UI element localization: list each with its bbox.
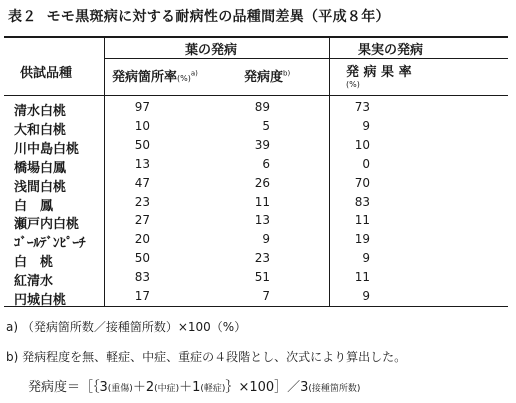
footnote-a: a) （発病箇所数／接種箇所数）×100（%）	[6, 320, 247, 334]
variety-name: 橋場白鳳	[14, 161, 67, 176]
severity-formula	[28, 376, 360, 395]
variety-name: 白 桃	[14, 255, 54, 270]
formula-part-4: ｝×100］／3	[225, 380, 309, 395]
variety-name: ｺﾞｰﾙﾃﾞﾝﾋﾟｰﾁ	[14, 236, 86, 251]
variety-name: 瀬戸内白桃	[14, 217, 80, 232]
leaf-severity-value: 6	[262, 157, 270, 171]
leaf-severity-value: 5	[262, 119, 270, 133]
header-bottom-rule	[4, 95, 508, 96]
header-fruit-rate: 発 病 果 率	[346, 65, 412, 80]
fruit-rate-value: 9	[362, 251, 370, 265]
table-bottom-rule	[4, 306, 508, 307]
leaf-incidence-value: 20	[134, 232, 150, 246]
variety-name: 清水白桃	[14, 104, 67, 119]
fruit-rate-value: 10	[354, 138, 370, 152]
fruit-rate-value: 11	[354, 270, 370, 284]
leaf-severity-value: 23	[254, 251, 270, 265]
formula-label-light: (軽症)	[200, 384, 226, 394]
formula-label-count: (接種箇所数)	[308, 384, 361, 394]
leaf-severity-value: 26	[254, 176, 270, 190]
column-divider-fruit	[329, 36, 330, 307]
fruit-rate-value: 73	[354, 100, 370, 114]
leaf-severity-value: 89	[254, 100, 270, 114]
leaf-severity-value: 11	[254, 195, 270, 209]
header-leaf-group: 葉の発病	[185, 43, 238, 58]
variety-name: 川中島白桃	[14, 142, 80, 157]
fruit-group-underline	[329, 58, 508, 59]
footnote-marker-a: a)	[190, 69, 198, 78]
leaf-severity-value: 51	[254, 270, 270, 284]
formula-part-3: ＋1	[179, 380, 201, 395]
leaf-incidence-value: 50	[134, 251, 150, 265]
table-top-rule	[4, 36, 508, 38]
variety-name: 大和白桃	[14, 123, 67, 138]
variety-name: 円城白桃	[14, 293, 67, 308]
header-leaf-incidence-unit: (%)	[177, 74, 191, 83]
fruit-rate-value: 9	[362, 289, 370, 303]
leaf-incidence-value: 13	[134, 157, 150, 171]
variety-name: 紅清水	[14, 274, 54, 289]
footnote-marker-b: b)	[283, 69, 291, 78]
table-number: 表２	[8, 9, 37, 25]
table-title	[8, 6, 390, 26]
formula-part-2: ＋2	[132, 380, 155, 395]
leaf-incidence-value: 47	[134, 176, 150, 190]
leaf-severity-value: 7	[262, 289, 270, 303]
leaf-incidence-value: 97	[134, 100, 150, 114]
header-variety: 供試品種	[20, 66, 73, 81]
header-leaf-incidence	[112, 66, 198, 85]
header-fruit-group: 果実の発病	[358, 43, 424, 58]
header-leaf-severity	[244, 66, 290, 85]
leaf-severity-value: 9	[262, 232, 270, 246]
leaf-incidence-value: 83	[134, 270, 150, 284]
header-leaf-severity-label: 発病度	[244, 70, 284, 85]
footnote-b: b) 発病程度を無、軽症、中症、重症の４段階とし、次式により算出した。	[6, 350, 407, 364]
variety-name: 白 鳳	[14, 199, 54, 214]
formula-part-1: 発病度＝［｛3	[28, 380, 108, 395]
leaf-incidence-value: 10	[134, 119, 150, 133]
fruit-rate-value: 0	[362, 157, 370, 171]
fruit-rate-value: 9	[362, 119, 370, 133]
leaf-incidence-value: 27	[134, 213, 150, 227]
fruit-rate-value: 19	[354, 232, 370, 246]
header-leaf-incidence-label: 発病箇所率	[112, 70, 178, 85]
leaf-severity-value: 39	[254, 138, 270, 152]
leaf-group-underline	[104, 58, 329, 59]
fruit-rate-value: 70	[354, 176, 370, 190]
header-fruit-rate-unit: (%)	[346, 80, 360, 89]
variety-name: 浅間白桃	[14, 180, 67, 195]
leaf-incidence-value: 17	[134, 289, 150, 303]
leaf-incidence-value: 50	[134, 138, 150, 152]
table-title-text: モモ黒斑病に対する耐病性の品種間差異（平成８年）	[46, 9, 390, 25]
leaf-incidence-value: 23	[134, 195, 150, 209]
fruit-rate-value: 83	[354, 195, 370, 209]
leaf-severity-value: 13	[254, 213, 270, 227]
column-divider-variety	[104, 36, 105, 307]
formula-label-heavy: (重傷)	[107, 384, 133, 394]
fruit-rate-value: 11	[354, 213, 370, 227]
formula-label-medium: (中症)	[154, 384, 180, 394]
